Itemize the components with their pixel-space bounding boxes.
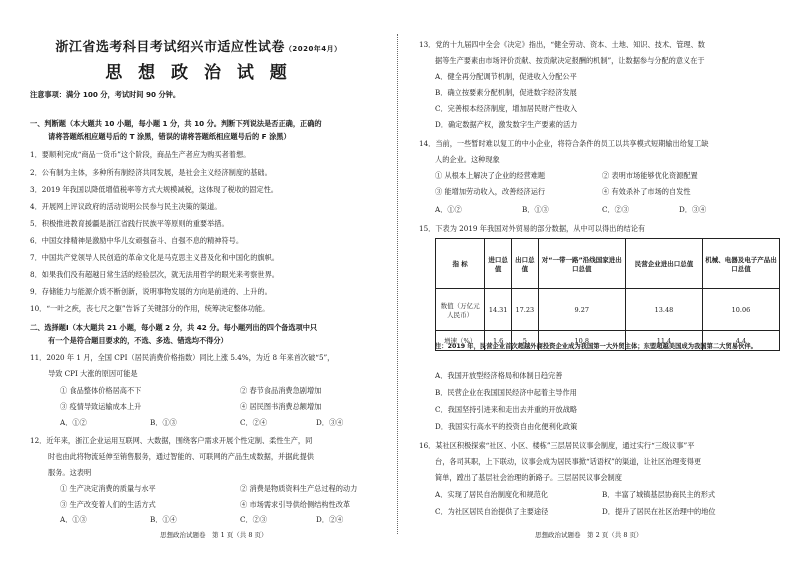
q12-answer: D．②④ bbox=[316, 515, 344, 524]
q16-option: D．提升了居民在社区治理中的地位 bbox=[602, 507, 716, 516]
judgment-item: 6．中国女排精神是激励中华儿女顽强奋斗、自强不息的精神符号。 bbox=[30, 236, 244, 245]
q14-answer: C．②③ bbox=[602, 205, 630, 214]
table-row-label: 数值（万亿元人民币） bbox=[436, 289, 485, 331]
q13-stem: 13．党的十九届四中全会《决定》指出，“健全劳动、资本、土地、知识、技术、管理、数 bbox=[419, 40, 705, 49]
table-header: 民营企业进出口总值 bbox=[625, 239, 702, 289]
table-header: 机械、电器及电子产品出口总值 bbox=[702, 239, 779, 289]
q14-answer: D．③④ bbox=[679, 205, 707, 214]
q11-answer: A．①② bbox=[60, 418, 87, 427]
exam-title: 浙江省选考科目考试绍兴市适应性试卷（2020年4月） bbox=[55, 40, 342, 55]
table-cell: 5 bbox=[511, 331, 538, 351]
q15-stem: 15．下表为 2019 年我国对外贸易的部分数据，从中可以得出的结论有 bbox=[419, 224, 646, 233]
trade-data-table bbox=[435, 238, 780, 351]
table-cell: 17.23 bbox=[511, 289, 538, 331]
section1-heading-line1: 一、判断题（本大题共 10 小题，每小题 1 分，共 10 分。判断下列说法是否正确，正确的 bbox=[30, 119, 322, 128]
q11-answer: C．②④ bbox=[240, 418, 268, 427]
page-footer: 思想政治试题卷 第 2 页（共 8 页） bbox=[535, 531, 643, 539]
q13-option: B．确立按要素分配机制，促进数字经济发展 bbox=[435, 88, 577, 97]
table-cell: 1.6 bbox=[485, 331, 512, 351]
q15-option: D．我国实行高水平的投资自由化便利化政策 bbox=[435, 422, 578, 431]
q12-stem: 时也由此将物流延伸至销售服务，通过智能的、可联网的产品生成数据，并据此提供 bbox=[48, 452, 314, 461]
section2-heading-line1: 二、选择题Ⅰ（本大题共 21 小题，每小题 2 分，共 42 分。每小题列出的四个备选项中只 bbox=[30, 323, 318, 332]
right-page bbox=[397, 0, 794, 561]
q13-option: C．完善根本经济制度，增加居民财产性收入 bbox=[435, 104, 578, 113]
table-cell: 10.06 bbox=[702, 289, 779, 331]
section1-heading-line2: 请将答题纸相应题号后的 T 涂黑，错误的请将答题纸相应题号后的 F 涂黑） bbox=[48, 132, 291, 141]
q14-answer: B．①③ bbox=[522, 205, 549, 214]
judgment-item: 10．“一叶之疾，丧七尺之躯”告诉了关键部分的作用，统筹决定整体功能。 bbox=[30, 304, 270, 313]
q11-option: ④ 居民图书消费总额增加 bbox=[240, 402, 322, 411]
judgment-item: 8．如果我们没有超越日常生活的经验层次，就无法用哲学的眼光来考察世界。 bbox=[30, 270, 279, 279]
table-header: 进口总值 bbox=[485, 239, 512, 289]
q12-answer: B．①④ bbox=[150, 515, 177, 524]
q14-option: ④ 有效杀补了市场的自发性 bbox=[602, 187, 691, 196]
judgment-item: 4．开展网上评议政府的活动说明公民参与民主决策的渠道。 bbox=[30, 202, 222, 211]
judgment-item: 5．积极推进教育援疆是浙江省践行民族平等原则的重要举措。 bbox=[30, 219, 229, 228]
q14-option: ③ 能增加劳动收入，改善经济运行 bbox=[435, 187, 546, 196]
q12-stem: 服务。这表明 bbox=[48, 468, 92, 477]
q12-answer: C．②③ bbox=[240, 515, 268, 524]
q14-option: ① 从根本上解决了企业的经营难题 bbox=[435, 171, 546, 180]
q16-option: B．丰富了城镇基层协商民主的形式 bbox=[602, 490, 716, 499]
judgment-item: 7．中国共产党领导人民创造的革命文化是马克思主义普及化和中国化的旗帜。 bbox=[30, 253, 279, 262]
table-cell: 13.48 bbox=[625, 289, 702, 331]
q15-option: B．民营企业在我国国民经济中起着主导作用 bbox=[435, 388, 577, 397]
q16-stem: 简单，蹚出了基层社会治理的新路子。三层居民议事会制度 bbox=[435, 473, 622, 482]
table-header: 对“一带一路”沿线国家进出口总值 bbox=[538, 239, 625, 289]
table-cell: 10.8 bbox=[538, 331, 625, 351]
exam-subtitle: 思 想 政 治 试 题 bbox=[105, 63, 292, 83]
notice: 注意事项：满分 100 分，考试时间 90 分钟。 bbox=[30, 90, 181, 99]
section2-heading-line2: 有一个是符合题目要求的，不选、多选、错选均不得分） bbox=[48, 336, 228, 345]
q11-option: ① 食品整体价格居高不下 bbox=[60, 386, 142, 395]
table-cell: 9.27 bbox=[538, 289, 625, 331]
q12-option: ③ 生产改变着人们的生活方式 bbox=[60, 500, 156, 509]
q12-stem: 12．近年来，浙江企业运用互联网、大数据，围绕客户需求开展个性定制、柔性生产，同 bbox=[30, 436, 313, 445]
q12-option: ④ 市场需求引导供给侧结构性改革 bbox=[240, 500, 351, 509]
judgment-item: 1．要顺利完成“商品一货币”这个阶段，商品生产者应为购买者着想。 bbox=[30, 150, 251, 159]
judgment-item: 3．2019 年我国以降低增值税率等方式大规模减税，这体现了税收的固定性。 bbox=[30, 185, 278, 194]
q16-stem: 台，各司其职，上下联动，议事会成为居民事掀“话语权”的渠道，让社区治理变得更 bbox=[435, 457, 702, 466]
q12-option: ② 消费是物质资料生产总过程的动力 bbox=[240, 484, 358, 493]
table-cell: 11.4 bbox=[625, 331, 702, 351]
q11-answer: D．③④ bbox=[316, 418, 344, 427]
q12-option: ① 生产决定消费的质量与水平 bbox=[60, 484, 156, 493]
page-footer: 思想政治试题卷 第 1 页（共 8 页） bbox=[160, 531, 268, 539]
q11-answer: B．①③ bbox=[150, 418, 177, 427]
q16-stem: 16．某社区积极探索“社区、小区、楼栋”三层居民议事会制度，通过实行“三级议事”平 bbox=[419, 441, 695, 450]
judgment-item: 2．公有制为主体，多种所有制经济共同发展，是社会主义经济制度的基础。 bbox=[30, 168, 272, 177]
q15-option: C．我国坚持引进来和走出去并重的开放战略 bbox=[435, 405, 578, 414]
table-row-label: 增速（%） bbox=[436, 331, 485, 351]
q16-option: C．为社区居民自治提供了主要途径 bbox=[435, 507, 549, 516]
q14-stem: 人的企业。这种现象 bbox=[435, 155, 500, 164]
q13-option: D．确定数据产权，激发数字生产要素的活力 bbox=[435, 120, 578, 129]
q14-stem: 14．当前，一些暂时难以复工的中小企业，将符合条件的员工以共享模式短期输出给复工缺 bbox=[419, 139, 709, 148]
q11-option: ② 春节食品消费急剧增加 bbox=[240, 386, 322, 395]
q14-option: ② 表明市场能够优化资源配置 bbox=[602, 171, 698, 180]
q12-answer: A．①③ bbox=[60, 515, 87, 524]
q14-answer: A．①② bbox=[435, 205, 462, 214]
table-cell: 14.31 bbox=[485, 289, 512, 331]
q11-stem: 导致 CPI 大涨的原因可能是 bbox=[48, 369, 138, 378]
q15-option: A．我国开放型经济格局和体制日趋完善 bbox=[435, 371, 563, 380]
table-note: 注：2019 年，民营企业首次超越外商投资企业成为我国第一大外贸主体；东盟超越美国成为我国第二大贸易伙伴。 bbox=[435, 343, 757, 350]
q11-stem: 11．2020 年 1 月，全国 CPI（居民消费价格指数）同比上涨 5.4%，为近 8 年来首次破“5”， bbox=[30, 353, 335, 362]
table-header: 指 标 bbox=[436, 239, 485, 289]
q16-option: A．实现了居民自治制度化和规范化 bbox=[435, 490, 549, 499]
table-header: 出口总值 bbox=[511, 239, 538, 289]
q13-stem: 据等生产要素由市场评价贡献、按贡献决定报酬的机制”，让数据参与分配的意义在于 bbox=[435, 56, 705, 65]
judgment-item: 9．存储能力与能源介质不断创新，说明事物发展的方向是前进的、上升的。 bbox=[30, 287, 272, 296]
table-cell: 4.4 bbox=[702, 331, 779, 351]
exam-date-note: （2020年4月） bbox=[284, 45, 342, 53]
q13-option: A．健全再分配调节机制，促进收入分配公平 bbox=[435, 72, 577, 81]
q11-option: ③ 疫情导致运输成本上升 bbox=[60, 402, 142, 411]
